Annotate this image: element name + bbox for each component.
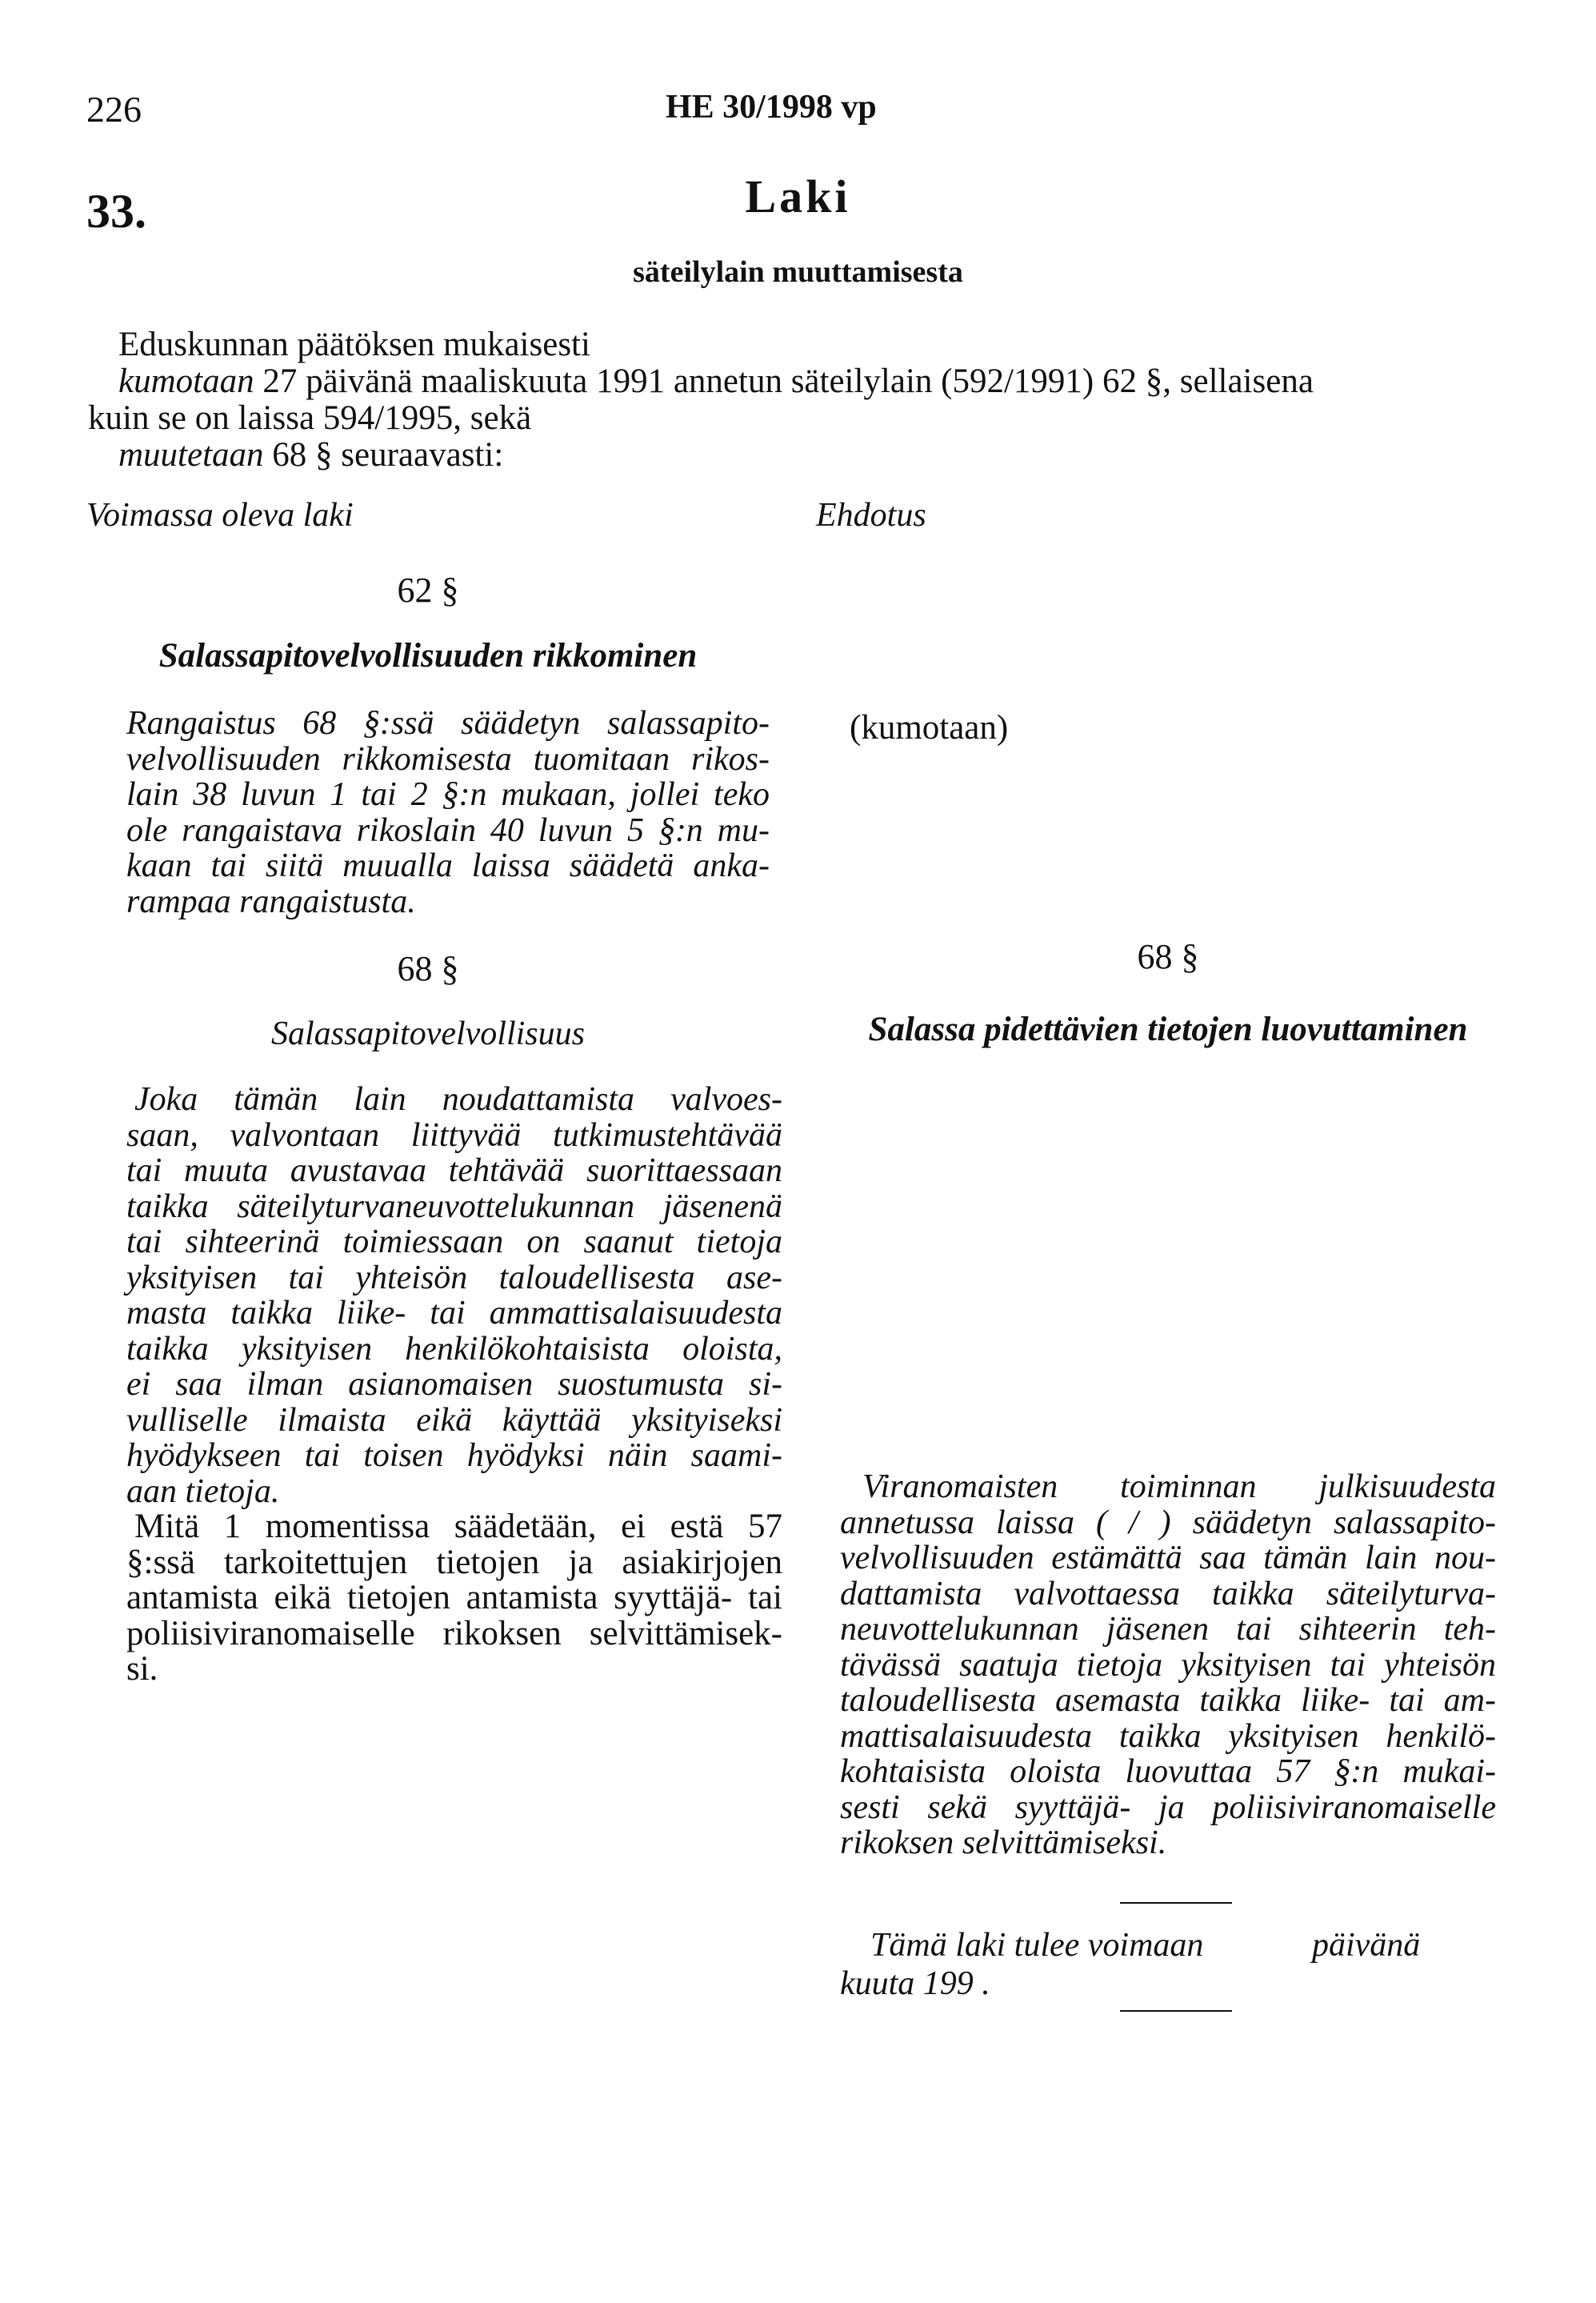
section-68-left-paragraph-2: [126, 1509, 782, 1688]
text-line: kaan tai siitä muualla laissa säädetä anka-: [126, 847, 770, 884]
text-line: taloudellisesta asemasta taikka liike- tai am-: [840, 1682, 1496, 1719]
section-68-right-paragraph: [840, 1469, 1496, 1861]
entry-into-force-month: kuuta 199 .: [840, 1965, 990, 2002]
section-62-heading: Salassapitovelvollisuuden rikkominen: [158, 637, 698, 675]
section-68-left-number: 68 §: [397, 949, 459, 988]
intro-line-2: [118, 363, 1526, 400]
text-line: saan, valvontaan liittyvää tutkimustehtävää: [126, 1116, 782, 1154]
column-heading-current-law: Voimassa oleva laki: [86, 497, 354, 534]
intro-amend-word: muutetaan: [118, 436, 264, 474]
separator-rule: [1120, 1902, 1232, 1904]
text-line: §:ssä tarkoitettujen tietojen ja asiakirjojen: [126, 1543, 782, 1581]
section-62-left-text: [126, 706, 770, 919]
text-line: ei saa ilman asianomaisen suostumusta si-: [126, 1366, 782, 1403]
intro-repeal-word: kumotaan: [118, 362, 254, 400]
text-line: neuvottelukunnan jäsenen tai sihteerin teh-: [840, 1611, 1496, 1648]
section-62-number: 62 §: [397, 571, 459, 610]
text-line: si.: [126, 1650, 158, 1688]
law-number: 33.: [86, 185, 146, 238]
intro-line-1: Eduskunnan päätöksen mukaisesti: [118, 326, 590, 363]
text-line: lain 38 luvun 1 tai 2 §:n mukaan, jollei teko: [126, 776, 770, 813]
text-line: kohtaisista oloista luovuttaa 57 §:n mukai-: [840, 1753, 1496, 1790]
section-68-right-heading: Salassa pidettävien tietojen luovuttaminen: [868, 1011, 1468, 1048]
column-heading-proposal: Ehdotus: [816, 497, 926, 534]
text-line: rikoksen selvittämiseksi.: [840, 1824, 1167, 1861]
text-line: tävässä saatuja tietoja yksityisen tai yhteisön: [840, 1646, 1496, 1684]
intro-block: [88, 326, 1526, 474]
law-title: Laki: [745, 170, 851, 222]
text-line: taikka yksityisen henkilökohtaisista oloista,: [126, 1330, 782, 1368]
law-subtitle: säteilylain muuttamisesta: [633, 255, 963, 289]
text-line: annetussa laissa ( / ) säädetyn salassapito-: [840, 1504, 1496, 1541]
page-number: 226: [86, 89, 142, 130]
text-line: Mitä 1 momentissa säädetään, ei estä 57: [134, 1508, 782, 1545]
entry-into-force-day: päivänä: [1312, 1927, 1421, 1964]
text-line: antamista eikä tietojen antamista syyttäjä- tai: [126, 1579, 782, 1616]
section-68-left-heading: Salassapitovelvollisuus: [271, 1015, 585, 1052]
text-line: aan tietoja.: [126, 1472, 280, 1510]
intro-line-4-rest: 68 § seuraavasti:: [263, 436, 504, 474]
separator-rule: [1120, 2010, 1232, 2012]
document-id: HE 30/1998 vp: [666, 89, 877, 126]
text-line: Joka tämän lain noudattamista valvoes-: [134, 1081, 782, 1118]
text-line: velvollisuuden rikkomisesta tuomitaan rikos-: [126, 740, 770, 778]
entry-into-force-text: Tämä laki tulee voimaan: [870, 1927, 1204, 1964]
text-line: tai muuta avustavaa tehtävää suorittaessaan: [126, 1152, 782, 1189]
text-line: masta taikka liike- tai ammattisalaisuudesta: [126, 1295, 782, 1332]
intro-line-4: [118, 437, 1526, 474]
text-line: velvollisuuden estämättä saa tämän lain nou-: [840, 1540, 1496, 1576]
text-line: rampaa rangaistusta.: [126, 883, 416, 920]
section-68-right-number: 68 §: [1137, 937, 1199, 976]
text-line: Rangaistus 68 §:ssä säädetyn salassapito-: [126, 705, 770, 742]
text-line: yksityisen tai yhteisön taloudellisesta ase-: [126, 1259, 782, 1296]
text-line: Viranomaisten toiminnan julkisuudesta: [862, 1468, 1496, 1505]
intro-line-3: kuin se on laissa 594/1995, sekä: [88, 399, 532, 437]
text-line: hyödykseen tai toisen hyödyksi näin saami-: [126, 1437, 782, 1474]
intro-line-2-rest: 27 päivänä maaliskuuta 1991 annetun säteilylain (592/1991) 62 §, sellaisena: [254, 362, 1314, 400]
section-68-left-paragraph-1: [126, 1082, 782, 1509]
text-line: vulliselle ilmaista eikä käyttää yksityiseksi: [126, 1401, 782, 1439]
text-line: sesti sekä syyttäjä- ja poliisiviranomaiselle: [840, 1788, 1496, 1826]
text-line: poliisiviranomaiselle rikoksen selvittämisek-: [126, 1614, 782, 1652]
text-line: tai sihteerinä toimiessaan on saanut tietoja: [126, 1224, 782, 1260]
text-line: ole rangaistava rikoslain 40 luvun 5 §:n mu-: [126, 811, 770, 849]
text-line: mattisalaisuudesta taikka yksityisen henkilö-: [840, 1717, 1496, 1755]
text-line: taikka säteilyturvaneuvottelukunnan jäsenenä: [126, 1188, 782, 1225]
section-62-repealed: (kumotaan): [850, 709, 1009, 747]
text-line: dattamista valvottaessa taikka säteilyturva-: [840, 1575, 1496, 1612]
